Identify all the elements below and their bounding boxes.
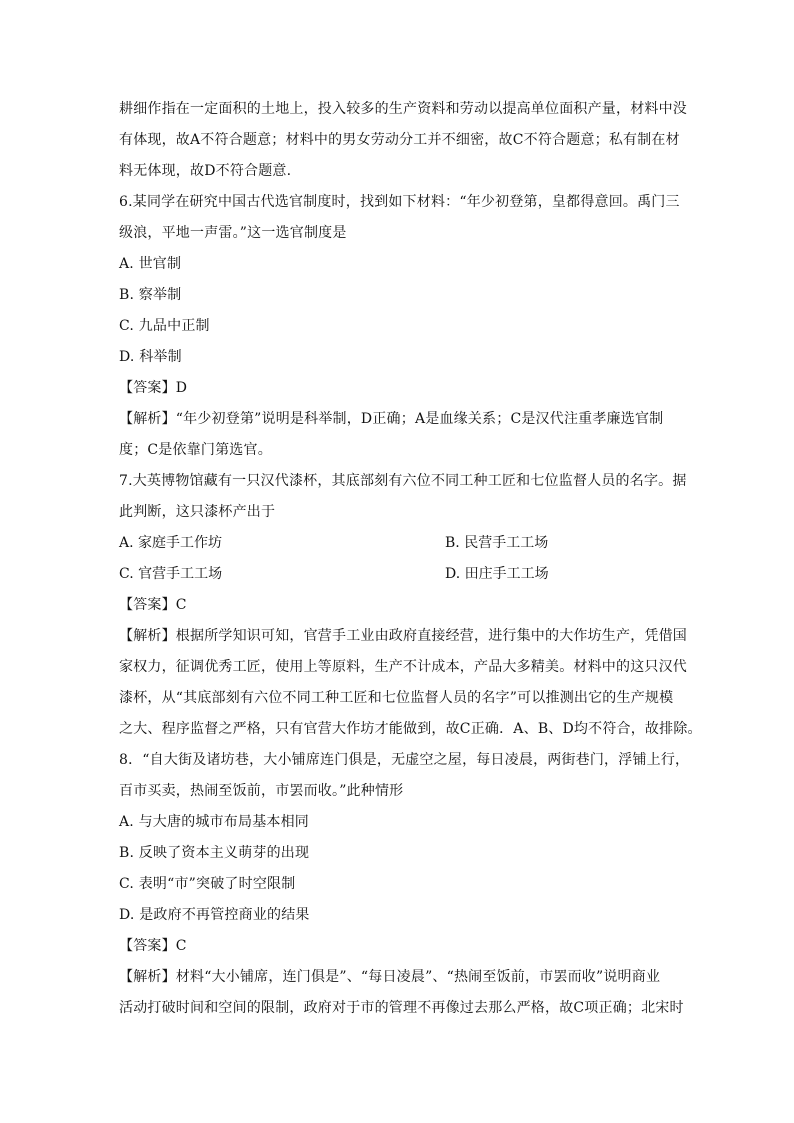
q7-analysis-line-3: 漆杯，从“其底部刻有六位不同工种工匠和七位监督人员的名字”可以推测出它的生产规模 <box>119 690 674 706</box>
q8-analysis-line-1: 【解析】材料“大小铺席，连门俱是”、“每日凌晨”、“热闹至饭前，市罢而收”说明商业 <box>119 969 661 985</box>
q8-answer: 【答案】C <box>119 938 187 954</box>
q6-option-c: C. 九品中正制 <box>119 318 210 334</box>
intro-line-3: 料无体现，故D不符合题意. <box>119 163 292 179</box>
q6-option-d: D. 科举制 <box>119 349 182 365</box>
q6-analysis-line-1: 【解析】“年少初登第”说明是科举制，D正确；A是血缘关系；C是汉代注重孝廉选官制 <box>119 411 664 427</box>
q8-stem-line-2: 百市买卖，热闹至饭前，市罢而收。”此种情形 <box>119 783 404 799</box>
q6-stem-line-1: 6.某同学在研究中国古代选官制度时，找到如下材料：“年少初登第，皇都得意回。禹门三 <box>119 194 680 210</box>
q6-option-b: B. 察举制 <box>119 287 182 303</box>
q8-stem-line-1: 8．“自大街及诸坊巷，大小铺席连门俱是，无虚空之屋，每日凌晨，两街巷门，浮铺上行， <box>119 752 690 768</box>
q7-analysis-line-1: 【解析】根据所学知识可知，官营手工业由政府直接经营，进行集中的大作坊生产，凭借国 <box>119 628 687 644</box>
q7-option-b: B. 民营手工工场 <box>445 535 549 551</box>
q7-stem-line-1: 7.大英博物馆藏有一只汉代漆杯，其底部刻有六位不同工种工匠和七位监督人员的名字。据 <box>119 473 687 489</box>
q7-options-row-1 <box>119 528 679 559</box>
intro-line-2: 有体现，故A不符合题意；材料中的男女劳动分工并不细密，故C不符合题意；私有制在材 <box>119 132 680 148</box>
q7-answer: 【答案】C <box>119 597 187 613</box>
q6-analysis-line-2: 度；C是依靠门第选官。 <box>119 442 272 458</box>
q6-answer: 【答案】D <box>119 380 188 396</box>
q8-option-b: B. 反映了资本主义萌芽的出现 <box>119 845 310 861</box>
q7-options-row-2 <box>119 559 679 590</box>
q8-option-c: C. 表明“市”突破了时空限制 <box>119 876 296 892</box>
intro-line-1: 耕细作指在一定面积的土地上，投入较多的生产资料和劳动以提高单位面积产量，材料中没 <box>119 101 687 117</box>
q6-option-a: A. 世官制 <box>119 256 182 272</box>
q7-option-c: C. 官营手工工场 <box>119 566 223 582</box>
q8-analysis-line-2: 活动打破时间和空间的限制，政府对于市的管理不再像过去那么严格，故C项正确；北宋时 <box>119 1000 684 1016</box>
q6-stem-line-2: 级浪，平地一声雷。”这一选官制度是 <box>119 225 347 241</box>
q8-option-d: D. 是政府不再管控商业的结果 <box>119 907 310 923</box>
q7-analysis-line-2: 家权力，征调优秀工匠，使用上等原料，生产不计成本，产品大多精美。材料中的这只汉代 <box>119 659 687 675</box>
document-page <box>119 94 702 1024</box>
q8-option-a: A. 与大唐的城市布局基本相同 <box>119 814 310 830</box>
q7-analysis-line-4: 之大、程序监督之严格，只有官营大作坊才能做到，故C正确．A、B、D均不符合，故排除。 <box>119 721 702 737</box>
q7-stem-line-2: 此判断，这只漆杯产出于 <box>119 504 276 520</box>
q7-option-d: D. 田庄手工工场 <box>445 566 549 582</box>
q7-option-a: A. 家庭手工作坊 <box>119 535 223 551</box>
